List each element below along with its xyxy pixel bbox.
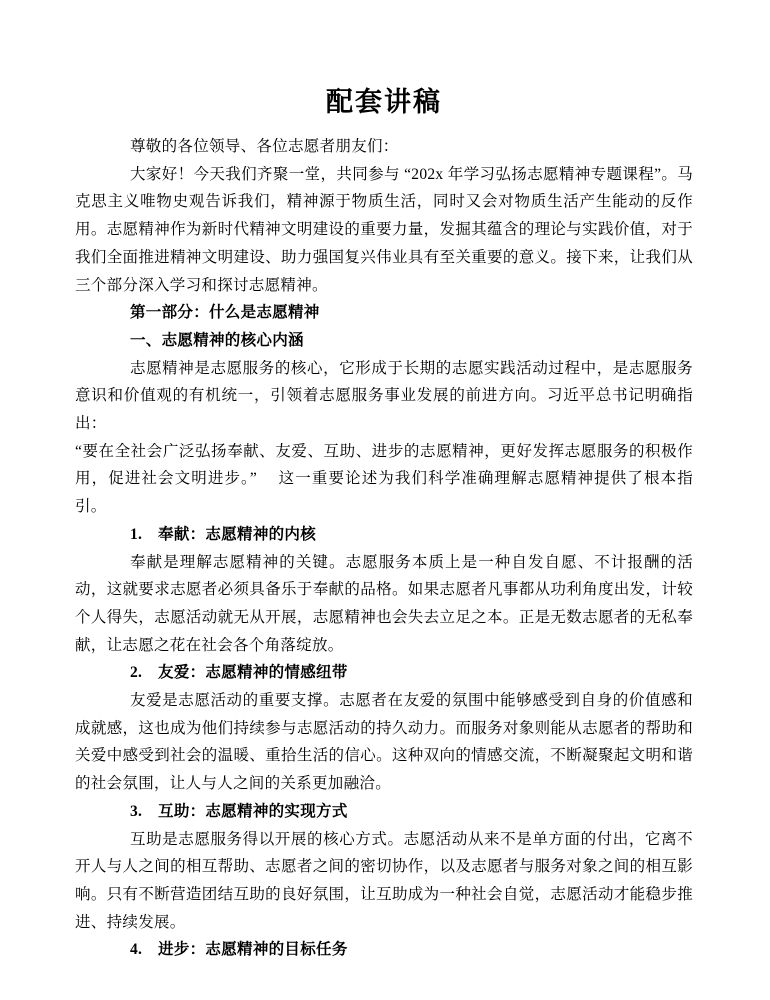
heading-dedication: 1. 奉献：志愿精神的内核: [130, 525, 317, 543]
paragraph-dedication: 奉献是理解志愿精神的关键。志愿服务本质上是一种自发自愿、不计报酬的活动，这就要求志愿者必须具备乐于奉献的品格。如果志愿者凡事都从功利角度出发，计较个人得失，志愿活动就无从开展，志愿精神也会失去立足之本。正是无数志愿者的无私奉献，让志愿之花在社会各个角落绽放。: [75, 553, 693, 654]
document-title: 配套讲稿: [326, 87, 442, 117]
heading-core-meaning: 一、志愿精神的核心内涵: [130, 331, 304, 349]
paragraph-mutual-aid: 互助是志愿服务得以开展的核心方式。志愿活动从来不是单方面的付出，它离不开人与人之间的相互帮助、志愿者之间的密切协作，以及志愿者与服务对象之间的相互影响。只有不断营造团结互助的良好氛围，让互助成为一种社会自觉，志愿活动才能稳步推进、持续发展。: [75, 830, 693, 931]
paragraph-introduction: 大家好！今天我们齐聚一堂，共同参与 “202x 年学习弘扬志愿精神专题课程”。马克思主义唯物史观告诉我们，精神源于物质生活，同时又会对物质生活产生能动的反作用。志愿精神作为新时代精神文明建设的重要力量，发掘其蕴含的理论与实践价值，对于我们全面推进精神文明建设、助力强国复兴伟业具有至关重要的意义。接下来，让我们从三个部分深入学习和探讨志愿精神。: [75, 165, 693, 294]
heading-mutual-aid: 3. 互助：志愿精神的实现方式: [130, 802, 348, 820]
heading-progress: 4. 进步：志愿精神的目标任务: [130, 941, 348, 959]
paragraph-core-meaning: 志愿精神是志愿服务的核心，它形成于长期的志愿实践活动过程中，是志愿服务意识和价值观的有机统一，引领着志愿服务事业发展的前进方向。习近平总书记明确指出：: [75, 359, 693, 433]
paragraph-salutation: 尊敬的各位领导、各位志愿者朋友们：: [130, 138, 399, 155]
heading-part-one: 第一部分：什么是志愿精神: [130, 304, 320, 322]
paragraph-friendship: 友爱是志愿活动的重要支撑。志愿者在友爱的氛围中能够感受到自身的价值感和成就感，这也成为他们持续参与志愿活动的持久动力。而服务对象则能从志愿者的帮助和关爱中感受到社会的温暖、重拾生活的信心。这种双向的情感交流，不断凝聚起文明和谐的社会氛围，让人与人之间的关系更加融洽。: [75, 692, 693, 793]
paragraph-quotation: “要在全社会广泛弘扬奉献、友爱、互助、进步的志愿精神，更好发挥志愿服务的积极作用，促进社会文明进步。” 这一重要论述为我们科学准确理解志愿精神提供了根本指引。: [75, 442, 693, 516]
heading-friendship: 2. 友爱：志愿精神的情感纽带: [130, 664, 348, 682]
